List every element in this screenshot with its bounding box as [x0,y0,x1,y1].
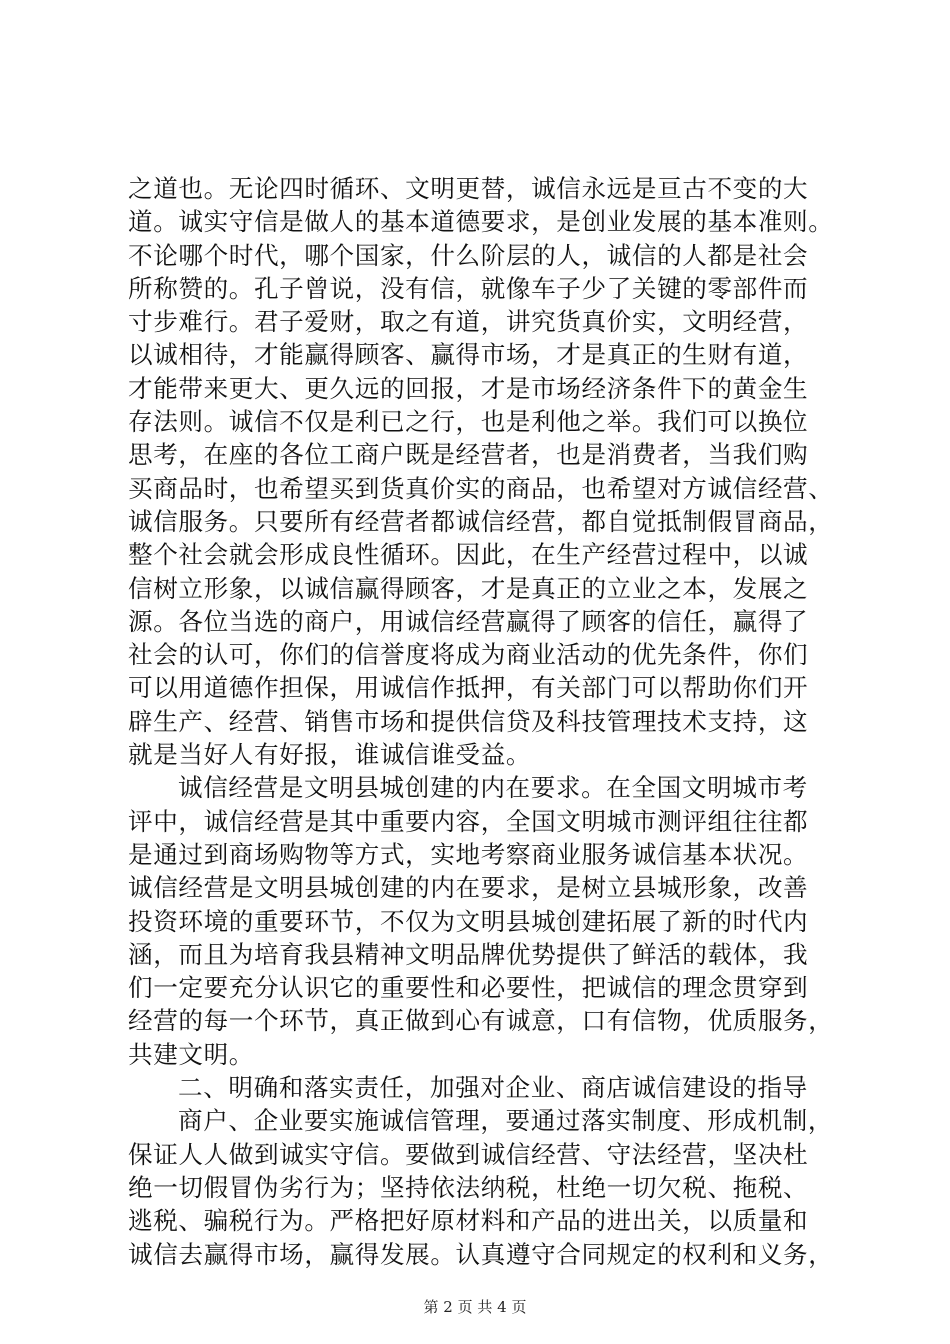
text-line: 源。各位当选的商户，用诚信经营赢得了顾客的信任，赢得了 [128,606,809,636]
text-line: 评中，诚信经营是其中重要内容，全国文明城市测评组往往都 [128,806,809,836]
text-line: 们一定要充分认识它的重要性和必要性，把诚信的理念贯穿到 [128,973,809,1003]
text-line: 买商品时，也希望买到货真价实的商品，也希望对方诚信经营、 [128,473,834,503]
text-line: 经营的每一个环节，真正做到心有诚意，口有信物，优质服务， [128,1006,834,1036]
text-line: 不论哪个时代，哪个国家，什么阶层的人，诚信的人都是社会 [128,240,809,270]
text-line: 社会的认可，你们的信誉度将成为商业活动的优先条件，你们 [128,640,809,670]
text-line: 以诚相待，才能赢得顾客、赢得市场，才是真正的生财有道， [128,340,809,370]
text-line: 涵，而且为培育我县精神文明品牌优势提供了鲜活的载体，我 [128,939,809,969]
text-line: 诚信去赢得市场，赢得发展。认真遵守合同规定的权利和义务， [128,1239,834,1269]
text-line: 二、明确和落实责任，加强对企业、商店诚信建设的指导 [178,1073,808,1103]
text-line: 诚信经营是文明县城创建的内在要求。在全国文明城市考 [178,773,808,803]
text-line: 之道也。无论四时循环、文明更替，诚信永远是亘古不变的大 [128,174,809,203]
text-line: 绝一切假冒伪劣行为；坚持依法纳税，杜绝一切欠税、拖税、 [128,1172,809,1202]
text-line: 可以用道德作担保，用诚信作抵押，有关部门可以帮助你们开 [128,673,809,703]
body-text [128,172,840,1271]
page-footer: 第 2 页 共 4 页 [423,1298,527,1316]
text-line: 投资环境的重要环节，不仅为文明县城创建拓展了新的时代内 [128,906,809,936]
text-line: 思考，在座的各位工商户既是经营者，也是消费者，当我们购 [128,440,809,470]
text-line: 商户、企业要实施诚信管理，要通过落实制度、形成机制， [178,1106,834,1136]
text-line: 诚信服务。只要所有经营者都诚信经营，都自觉抵制假冒商品， [128,506,834,536]
text-line: 是通过到商场购物等方式，实地考察商业服务诚信基本状况。 [128,839,809,869]
text-line: 就是当好人有好报，谁诚信谁受益。 [128,740,532,770]
text-line: 所称赞的。孔子曾说，没有信，就像车子少了关键的零部件而 [128,273,809,303]
text-line: 道。诚实守信是做人的基本道德要求，是创业发展的基本准则。 [128,207,834,237]
text-line: 逃税、骗税行为。严格把好原材料和产品的进出关，以质量和 [128,1206,809,1236]
text-line: 信树立形象，以诚信赢得顾客，才是真正的立业之本，发展之 [128,573,809,603]
text-line: 整个社会就会形成良性循环。因此，在生产经营过程中，以诚 [128,540,809,570]
text-line: 辟生产、经营、销售市场和提供信贷及科技管理技术支持，这 [128,706,809,736]
text-line: 共建文明。 [128,1039,254,1069]
text-line: 诚信经营是文明县城创建的内在要求，是树立县城形象，改善 [128,873,809,903]
text-line: 寸步难行。君子爱财，取之有道，讲究货真价实，文明经营， [128,307,809,337]
text-line: 才能带来更大、更久远的回报，才是市场经济条件下的黄金生 [128,373,809,403]
text-line: 保证人人做到诚实守信。要做到诚信经营、守法经营，坚决杜 [128,1139,809,1169]
text-line: 存法则。诚信不仅是利已之行，也是利他之举。我们可以换位 [128,407,809,437]
